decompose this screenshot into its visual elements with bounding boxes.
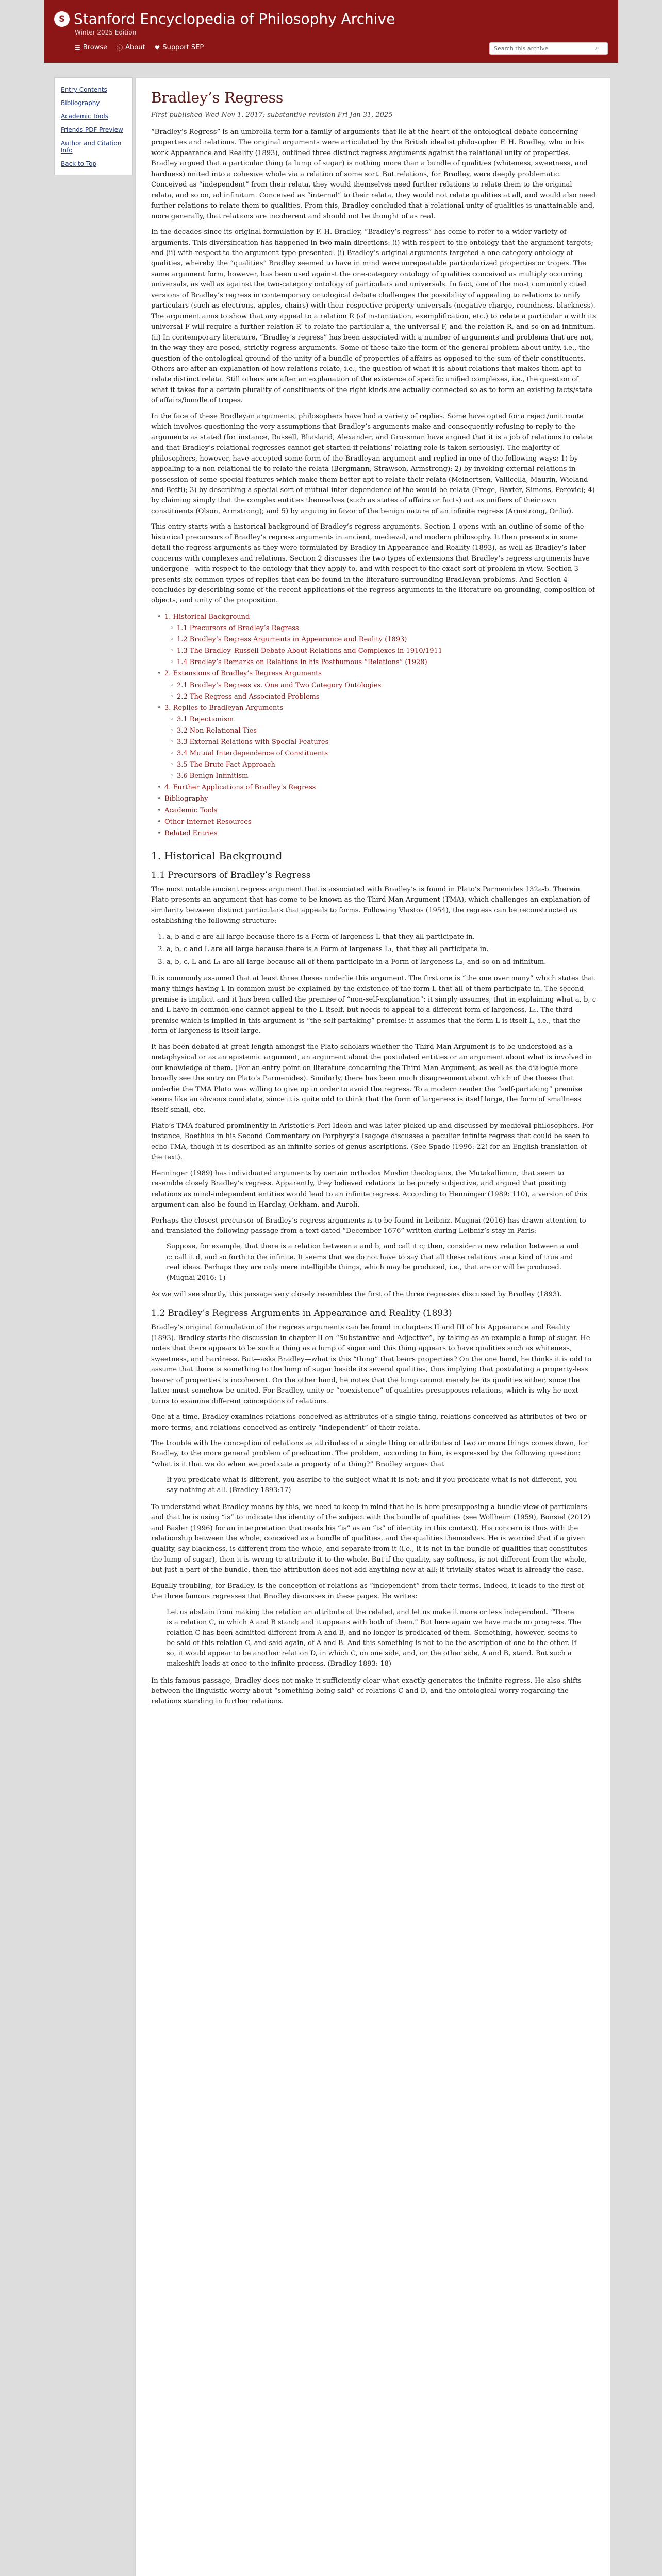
sidebar-link-back-to-top[interactable]: Back to Top xyxy=(61,160,97,167)
body-paragraph: One at a time, Bradley examines relations conceived as attributes of a single thing, relations conceived as attributes of two or more terms, and relations conceived as entirely “independent” of their relata. xyxy=(151,1413,587,1432)
nav-support[interactable] xyxy=(155,43,204,52)
nav-label: Support SEP xyxy=(162,44,204,52)
intro-paragraph: In the decades since its original formulation by F. H. Bradley, “Bradley’s regress” has come to refer to a wider variety of arguments. This diversification has happened in two main directions: (i) with respect to the ontology that the argument targets; and (ii) with respect to the argument-type presented. (i) Bradley’s original arguments targeted a one-category ontology of qualities, whereby the “qualities” Bradley seemed to have in mind were unrepeatable particularized properties or tropes. The same argument form, however, has been used against the one-category ontology of qualities conceived as multiply occurring universals, as well as against the two-category ontology of particulars and universals. In fact, one of the most commonly cited versions of Bradley’s regress in contemporary ontological debate challenges the possibility of appealing to relations to unify particulars (such as electrons, apples, chairs) with their respective property universals (negative charge, roundness, blackness). The argument aims to show that any appeal to a relation R (of instantiation, exemplification, etc.) to relate a particular a with its universal F will require a further relation R′ to relate the particular a, the universal F, and the relation R, and so on ad infinitum. (ii) In contemporary literature, “Bradley’s regress” has been associated with a number of arguments and problems that are not, in the way they are posed, strictly regress arguments. Some of these take the form of the general problem about unity, i.e., the question of the ontological ground of the unity of a bundle of properties of affairs as opposed to the sum of their constituents. Others are after an explanation of how relations relate, i.e., the question of what it is about relations that makes them apt to relate distinct relata. Still others are after an explanation of the existence of specific unified complexes, i.e., the question of what it takes for a certain plurality of constituents of the right kinds are actually connected so as to form an existing facts/state of affairs/bundle of tropes. xyxy=(151,228,597,405)
body-paragraph: The trouble with the conception of relations as attributes of a single thing or attributes of two or more things comes down, for Bradley, to the more general problem of predication. The problem, according to him, is expressed by the following question: “what is it that we do when we predicate a property of a thing?” Bradley argues that xyxy=(151,1439,588,1468)
subsection-heading: 1.2 Bradley’s Regress Arguments in Appearance and Reality (1893) xyxy=(151,1308,452,1319)
table-of-contents xyxy=(157,612,597,839)
circle-bullet-icon: ◦ xyxy=(170,658,174,667)
toc-item xyxy=(157,634,597,646)
toc-item xyxy=(157,828,597,839)
site-header xyxy=(44,0,618,63)
toc-item xyxy=(157,737,597,748)
toc-link[interactable]: 1.3 The Bradley–Russell Debate About Relations and Complexes in 1910/1911 xyxy=(177,647,443,655)
publication-info: First published Wed Nov 1, 2017; substantive revision Fri Jan 31, 2025 xyxy=(151,111,393,119)
toc-link[interactable]: 3. Replies to Bradleyan Arguments xyxy=(164,704,284,712)
sidebar-link-bibliography[interactable]: Bibliography xyxy=(61,99,100,107)
section-heading: 1. Historical Background xyxy=(151,849,283,862)
body-paragraph: Bradley’s original formulation of the regress arguments can be found in chapters II and III of his Appearance and Reality (1893). Bradley starts the discussion in chapter II on “Substantive and Adjective”, by taking as an example a lump of sugar. He notes that there appears to be such a thing as a lump of sugar and this thing appears to have qualities such as whiteness, sweetness, and hardness. But—asks Bradley—what is this “thing” that bears properties? On the one hand, he thinks it is odd to assume that there is something to the lump of sugar beside its several qualities, thus implying that postulating a property-less bearer of properties is incoherent. On the other hand, he notes that the lump cannot merely be its qualities either, since the latter must somehow be united. For Bradley, unity or “coexistence” of qualities presupposes relations, which is why he next turns to examine different conceptions of relations. xyxy=(151,1324,592,1405)
disc-bullet-icon: • xyxy=(157,613,161,621)
toc-link[interactable]: Academic Tools xyxy=(164,806,218,815)
edition-label: Winter 2025 Edition xyxy=(75,29,137,36)
toc-link[interactable]: 2.2 The Regress and Associated Problems xyxy=(177,692,320,701)
sidebar-link-pdf-preview[interactable]: Friends PDF Preview xyxy=(61,126,123,133)
toc-item xyxy=(157,793,597,805)
circle-bullet-icon: ◦ xyxy=(170,692,174,701)
main-nav xyxy=(75,43,204,52)
circle-bullet-icon: ◦ xyxy=(170,761,174,769)
circle-bullet-icon: ◦ xyxy=(170,624,174,633)
sep-logo-icon[interactable]: S xyxy=(54,11,70,27)
search-icon[interactable]: ⌕ xyxy=(595,44,599,52)
entry-sidebar xyxy=(54,77,133,175)
circle-bullet-icon: ◦ xyxy=(170,636,174,644)
toc-item xyxy=(157,759,597,771)
toc-link[interactable]: 2.1 Bradley’s Regress vs. One and Two Category Ontologies xyxy=(177,681,382,689)
about-icon: ⓘ xyxy=(117,44,123,52)
body-paragraph: To understand what Bradley means by this, we need to keep in mind that he is here presupposing a bundle view of particulars and that he is using “is” to indicate the identity of the subject with the bundle of qualities (see Wollheim (1959), Bonsiel (2012) and Basler (1996) for an interpretation that reads his “is” as an “is” of identity in this context). His concern is thus with the relationship between the whole, conceived as a bundle of qualities, and the qualities themselves. He is worried that if a given quality, say blackness, is different from the whole, and separate from it (i.e., it is not in the bundle of qualities that constitutes the lump of sugar), then it is wrong to attribute it to the whole. But if the quality, say softness, is not different from the whole, but just a part of the bundle, then the attribution does not add anything new at all: it trivially states what is already the case. xyxy=(151,1503,591,1574)
block-quote: If you predicate what is different, you ascribe to the subject what it is not; and if you predicate what is not different, you say nothing at all. (Bradley 1893:17) xyxy=(167,1476,577,1495)
toc-item xyxy=(157,817,597,828)
circle-bullet-icon: ◦ xyxy=(170,715,174,723)
article-content xyxy=(135,77,610,2576)
circle-bullet-icon: ◦ xyxy=(170,726,174,735)
nav-label: Browse xyxy=(82,44,108,52)
toc-item xyxy=(157,725,597,737)
toc-item xyxy=(157,782,597,793)
toc-item xyxy=(157,691,597,703)
circle-bullet-icon: ◦ xyxy=(170,772,174,781)
toc-link[interactable]: 1.2 Bradley’s Regress Arguments in Appearance and Reality (1893) xyxy=(177,636,407,644)
body-paragraph: As we will see shortly, this passage very closely resembles the first of the three regresses discussed by Bradley (1893). xyxy=(151,1290,562,1298)
circle-bullet-icon: ◦ xyxy=(170,647,174,655)
circle-bullet-icon: ◦ xyxy=(170,750,174,758)
toc-link[interactable]: 3.1 Rejectionism xyxy=(177,715,234,723)
sidebar-link-academic-tools[interactable]: Academic Tools xyxy=(61,113,108,120)
sidebar-link-entry-contents[interactable]: Entry Contents xyxy=(61,86,107,93)
disc-bullet-icon: • xyxy=(157,784,161,792)
body-paragraph: The most notable ancient regress argument that is associated with Bradley’s is found in Plato’s Parmenides 132a-b. Therein Plato presents an argument that has come to be known as the Third Man Argument (TMA), which challenges an explanation of similarity between distinct particulars that appeals to forms. Following Vlastos (1954), the regress can be reconstructed as establishing the following structure: xyxy=(151,885,590,925)
nav-label: About xyxy=(125,44,145,52)
disc-bullet-icon: • xyxy=(157,670,161,678)
toc-item xyxy=(157,771,597,782)
circle-bullet-icon: ◦ xyxy=(170,681,174,689)
regress-steps-list xyxy=(167,932,597,968)
intro-paragraph: This entry starts with a historical background of Bradley’s regress arguments. Section 1 opens with an outline of some of the historical precursors of Bradley’s regress arguments in ancient, medieval, and modern philosophy. It then presents in some detail the regress arguments as they were formulated by Bradley in Appearance and Reality (1893), as well as Bradley’s later concerns with complexes and relations. Section 2 discusses the two types of extensions that Bradley’s regress arguments have undergone—with respect to the ontology that they apply to, and with respect to the exact sort of problem in view. Section 3 presents six common types of replies that can be found in the literature surrounding Bradleyan problems. And Section 4 concludes by describing some of the recent applications of the regress arguments in the literature on grounding, composition of objects, and unity of the proposition. xyxy=(151,523,595,605)
toc-item xyxy=(157,805,597,817)
toc-item xyxy=(157,680,597,691)
toc-link[interactable]: 1.4 Bradley’s Remarks on Relations in his Posthumous “Relations” (1928) xyxy=(177,658,427,667)
list-item: 2. a, b, c and L are all large because there is a Form of largeness L₁, that they all participate in. xyxy=(167,944,597,955)
intro-paragraph: “Bradley’s Regress” is an umbrella term for a family of arguments that lie at the heart of the ontological debate concerning properties and relations. The original arguments were articulated by the British idealist philosopher F. H. Bradley, who in his work Appearance and Reality (1893), outlined three distinct regress arguments against the relational unity of properties. Bradley argued that a particular thing (a lump of sugar) is nothing more than a bundle of qualities (whiteness, sweetness, and hardness) united into a cohesive whole via a relation of some sort. But relations, for Bradley, were deeply problematic. Conceived as “independent” from their relata, they would themselves need further relations to relate them to the original relata, and so on, ad infinitum. Conceived as “internal” to their relata, they would not relate qualities at all, and would also need further relations to relate them to qualities. From this, Bradley concluded that a relational unity of qualities is unattainable and, more generally, that relations are incoherent and should not be thought of as real. xyxy=(151,128,596,221)
toc-item xyxy=(157,668,597,680)
subsection-heading: 1.1 Precursors of Bradley’s Regress xyxy=(151,870,311,880)
toc-link[interactable]: 1. Historical Background xyxy=(164,613,250,621)
list-item: 3. a, b, c, L and L₁ are all large because all of them participate in a Form of largeness L₂, and so on ad infinitum. xyxy=(167,957,597,968)
toc-item xyxy=(157,623,597,634)
toc-item xyxy=(157,748,597,759)
block-quote: Let us abstain from making the relation an attribute of the related, and let us make it more or less independent. “There is a relation C, in which A and B stand; and it appears with both of them.” But here again we have made no progress. The relation C has been admitted different from A and B, and no longer is predicated of them. Something, however, seems to be said of this relation C, and said again, of A and B. And this something is not to be the ascription of one to the other. If so, it would appear to be another relation D, in which C, on one side, and, on the other side, A and B, stand. But such a makeshift leads at once to the infinite process. (Bradley 1893: 18) xyxy=(167,1608,581,1668)
toc-item xyxy=(157,646,597,657)
disc-bullet-icon: • xyxy=(157,806,161,815)
intro-paragraph: In the face of these Bradleyan arguments, philosophers have had a variety of replies. Some have opted for a reject/unit route which involves questioning the very assumptions that Bradley’s arguments make and consequently refusing to reply to the arguments as stated (for instance, Russell, Bliasland, Alexander, and Grossman have argued that it is a job of relations to relate and that Bradley’s relational regresses cannot get started if relations’ relating role is taken seriously). The majority of philosophers, however, have accepted some form of the Bradleyan argument and replied in one of the following ways: 1) by appealing to a non-relational tie to relate the relata (Bergmann, Strawson, Armstrong); 2) by invoking external relations in possession of some special features which make them better apt to relate their relata (Meinertsen, Vallicella, Maurin, Wieland and Betti); 3) by describing a special sort of mutual inter-dependence of the would-be relata (Frege, Baxter, Simons, Perovic); 4) by claiming simply that the complex entities themselves (such as states of affairs or facts) act as unifiers of their own constituents (Olson, Armstrong); and 5) by arguing in favor of the benign nature of an infinite regress (Armstrong, Orilia). xyxy=(151,412,595,515)
disc-bullet-icon: • xyxy=(157,829,161,837)
sidebar-link-citation-info[interactable]: Author and Citation Info xyxy=(61,140,122,154)
browse-icon: ☰ xyxy=(75,44,80,52)
toc-link[interactable]: 2. Extensions of Bradley’s Regress Arguments xyxy=(164,670,322,678)
search-input[interactable] xyxy=(489,42,608,55)
toc-item xyxy=(157,612,597,623)
body-paragraph: In this famous passage, Bradley does not make it sufficiently clear what exactly generates the infinite regress. He also shifts between the linguistic worry about “something being said” of relations C and D, and the ontological worry regarding the relations standing in further relations. xyxy=(151,1676,582,1706)
toc-item xyxy=(157,703,597,714)
disc-bullet-icon: • xyxy=(157,795,161,803)
toc-link[interactable]: 3.6 Benign Infinitism xyxy=(177,772,249,781)
toc-link[interactable]: 3.5 The Brute Fact Approach xyxy=(177,761,275,769)
toc-item xyxy=(157,657,597,668)
support-icon: ♥ xyxy=(154,44,160,52)
nav-about[interactable] xyxy=(117,43,145,52)
toc-link[interactable]: Bibliography xyxy=(164,795,208,803)
body-paragraph: It is commonly assumed that at least three theses underlie this argument. The first one is “the one over many” which states that many things having L in common must be explained by the existence of the form L that all of them participate in. The second premise is implicit and it has been called the premise of “non-self-explanation”: it simply assumes, that in explaining what a, b, c and L have in common one cannot appeal to the L itself, but needs to appeal to a different form of largeness, L₁. The third premise which is implied in this argument is “the self-partaking” premise: it assumes that the form L is itself L, i.e., that the form of largeness is itself large. xyxy=(151,974,597,1036)
toc-item xyxy=(157,714,597,725)
block-quote: Suppose, for example, that there is a relation between a and b, and call it c; then, consider a new relation between a and c: call it d, and so forth to the infinite. It seems that we do not have to say that all these relations are a kind of true and real ideas. Perhaps they are only mere intelligible things, which may be produced, i.e., that are or will be produced. (Mugnai 2016: 1) xyxy=(167,1243,579,1282)
body-paragraph: Perhaps the closest precursor of Bradley’s regress arguments is to be found in Leibniz. Mugnai (2016) has drawn attention to and translated the following passage from a text dated “December 1676” written during Leibniz’s stay in Paris: xyxy=(151,1216,586,1235)
list-item: 1. a, b and c are all large because there is a Form of largeness L that they all participate in. xyxy=(167,932,597,942)
body-paragraph: It has been debated at great length amongst the Plato scholars whether the Third Man Argument is to be understood as a metaphysical or as an epistemic argument, an argument about the postulated entities or an argument about what is involved in our knowledge of them. (For an entry point on literature concerning the Third Man Argument, as well as the dialogue more broadly see the entry on Plato’s Parmenides). Similarly, there has been much disagreement about which of the theses that underlie the TMA Plato was willing to give up in order to avoid the regress. To a modern reader the “self-partaking” premise seems like an obvious candidate, since it is quite odd to think that the form of largeness is itself large, the form of smallness itself small, etc. xyxy=(151,1043,592,1114)
body-paragraph: Plato’s TMA featured prominently in Aristotle’s Peri Ideon and was later picked up and discussed by medieval philosophers. For instance, Boethius in his Second Commentary on Porphyry’s Isagoge discusses a peculiar infinite regress that could be seen to echo TMA, though it is described as an infinite series of genus ascriptions. (See Spade (1996: 22) for an English translation of the text). xyxy=(151,1122,594,1162)
toc-link[interactable]: 1.1 Precursors of Bradley’s Regress xyxy=(177,624,299,633)
disc-bullet-icon: • xyxy=(157,818,161,826)
toc-link[interactable]: 4. Further Applications of Bradley’s Regress xyxy=(164,784,316,792)
toc-link[interactable]: 3.2 Non-Relational Ties xyxy=(177,726,257,735)
body-paragraph: Henninger (1989) has individuated arguments by certain orthodox Muslim theologians, the Mutakallimun, that seem to resemble closely Bradley’s regress. Apparently, they believed relations to be purely subjective, and argued that positing relations as mind-independent entities would lead to an infinite regress. According to Henninger (1989: 110), a version of this argument can also be found in Harclay, Ockham, and Auroli. xyxy=(151,1169,587,1209)
toc-link[interactable]: 3.4 Mutual Interdependence of Constituents xyxy=(177,750,328,758)
site-title[interactable]: Stanford Encyclopedia of Philosophy Archive xyxy=(74,10,395,27)
toc-link[interactable]: Related Entries xyxy=(164,829,218,837)
nav-browse[interactable] xyxy=(75,43,107,52)
body-paragraph: Equally troubling, for Bradley, is the conception of relations as “independent” from their terms. Indeed, it leads to the first of the three famous regresses that Bradley discusses in these pages. He writes: xyxy=(151,1582,584,1601)
toc-link[interactable]: 3.3 External Relations with Special Features xyxy=(177,738,329,746)
disc-bullet-icon: • xyxy=(157,704,161,712)
toc-link[interactable]: Other Internet Resources xyxy=(164,818,252,826)
article-title: Bradley’s Regress xyxy=(151,89,284,106)
circle-bullet-icon: ◦ xyxy=(170,738,174,746)
